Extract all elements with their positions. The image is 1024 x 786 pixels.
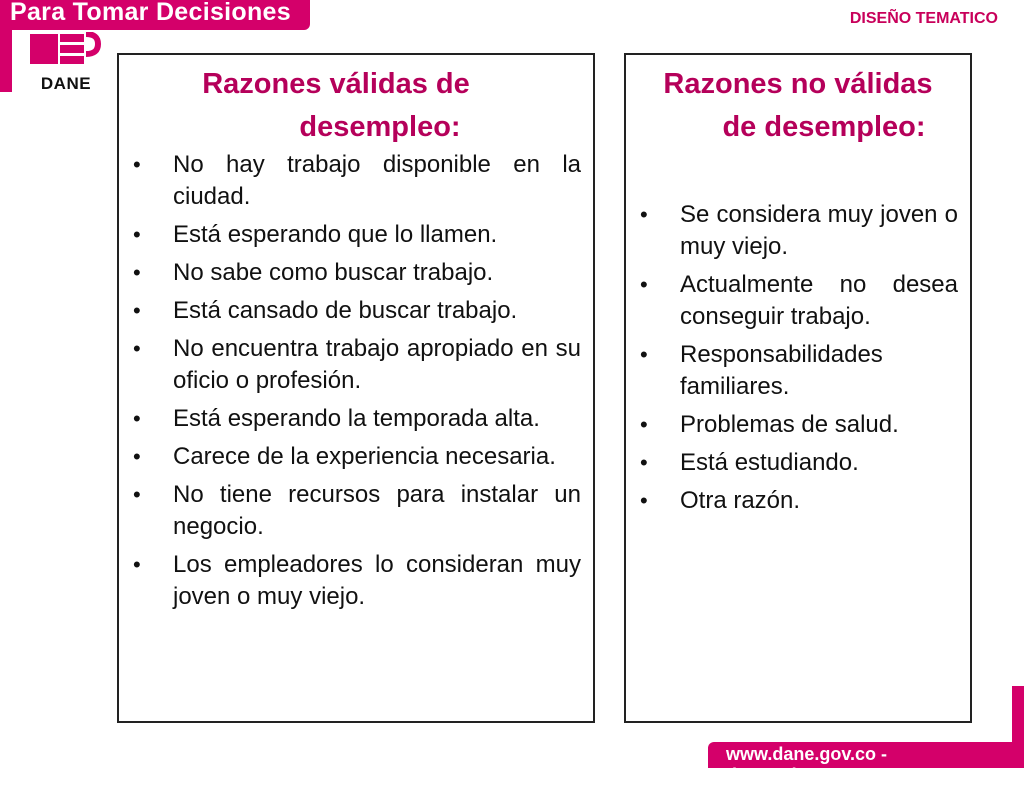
list-item: • No encuentra trabajo apropiado en su oficio o profesión.: [131, 333, 581, 397]
list-item: • Problemas de salud.: [638, 409, 958, 441]
theme-label: DISEÑO TEMATICO: [849, 10, 998, 27]
invalid-title-line1: Razones no válidas: [663, 68, 933, 100]
list-item: • Otra razón.: [638, 485, 958, 517]
footer-contact: www.dane.gov.co - dane@dane.gov.co: [726, 744, 890, 785]
invalid-title-line2: de desempleo:: [722, 111, 926, 143]
list-item: • No tiene recursos para instalar un negocio.: [131, 479, 581, 543]
invalid-reasons-list: [638, 199, 958, 517]
list-item: • Está esperando la temporada alta.: [131, 403, 581, 435]
list-item: • Está esperando que lo llamen.: [131, 219, 581, 251]
list-item: • No sabe como buscar trabajo.: [131, 257, 581, 289]
list-item: • Responsabilidades familiares.: [638, 339, 958, 403]
invalid-reasons-panel: [624, 53, 972, 723]
list-item: • No hay trabajo disponible en la ciudad.: [131, 149, 581, 213]
footer-bar: [708, 742, 1024, 785]
logo-name: DANE: [40, 74, 92, 93]
valid-reasons-title: [131, 63, 581, 149]
valid-title-line1: Razones válidas de: [202, 68, 470, 100]
banner-title: Para Tomar Decisiones: [10, 0, 291, 26]
list-item: • Carece de la experiencia necesaria.: [131, 441, 581, 473]
list-item: • Se considera muy joven o muy viejo.: [638, 199, 958, 263]
list-item: • Los empleadores lo consideran muy joven o muy viejo.: [131, 549, 581, 613]
invalid-reasons-title: [638, 63, 958, 149]
valid-reasons-list: [131, 149, 581, 613]
valid-title-line2: desempleo:: [299, 111, 461, 143]
top-banner: [0, 0, 310, 30]
list-item: • Está estudiando.: [638, 447, 958, 479]
list-item: • Está cansado de buscar trabajo.: [131, 295, 581, 327]
dane-logo-icon: [28, 32, 104, 72]
list-item: • Actualmente no desea conseguir trabajo.: [638, 269, 958, 333]
valid-reasons-panel: [117, 53, 595, 723]
dane-logo: [22, 32, 110, 94]
